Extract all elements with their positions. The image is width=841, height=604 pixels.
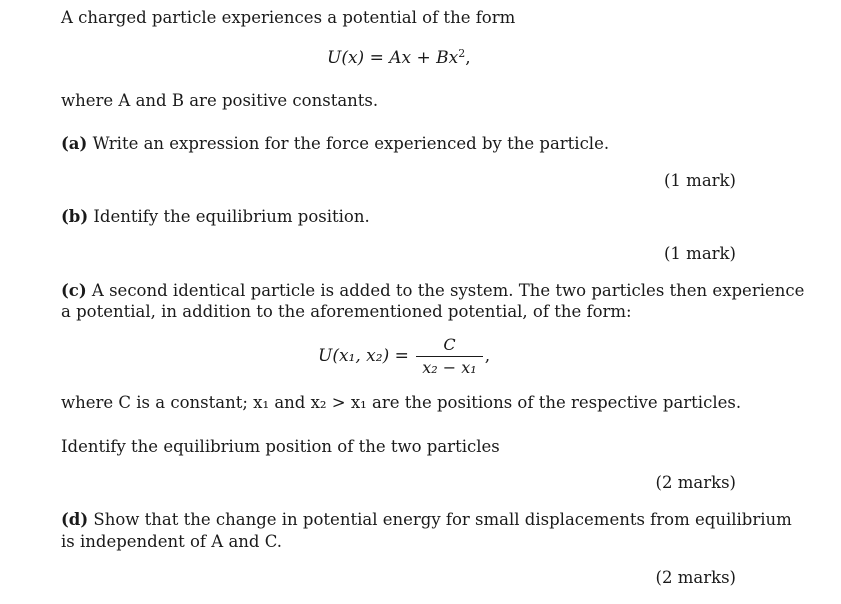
pair-potential-equation: U(x₁, x₂) = $\frac{C}{\text{x₂ − x₁}}$ , [318,335,491,377]
where-positions: where C is a constant; x₁ and x₂ > x₁ are the positions of the respective particles. [61,393,742,412]
part-d-line1: (d) Show that the change in potential energy for small displacements from equilibrium [61,510,792,529]
where-constants: where A and B are positive constants. [61,91,379,110]
part-a: (a) Write an expression for the force experienced by the particle. [61,134,610,153]
part-c-marks: (2 marks) [655,473,736,492]
part-a-marks: (1 mark) [664,171,736,190]
part-b-marks: (1 mark) [664,244,736,263]
potential-equation: $U(x) = Ax + Bx^2$, [327,47,471,68]
intro-text: A charged particle experiences a potential of the form [61,8,516,27]
part-c-line2: a potential, in addition to the aforementioned potential, of the form: [61,302,632,321]
fraction: $\frac{C}{\text{x₂ − x₁}}$ [416,336,482,377]
part-b: (b) Identify the equilibrium position. [61,207,370,226]
identify-equilibrium: Identify the equilibrium position of the two particles [61,437,500,456]
part-d-line2: is independent of A and C. [61,532,283,551]
part-c-line1: (c) A second identical particle is added to the system. The two particles then experience [61,281,805,300]
part-d-marks: (2 marks) [655,568,736,587]
